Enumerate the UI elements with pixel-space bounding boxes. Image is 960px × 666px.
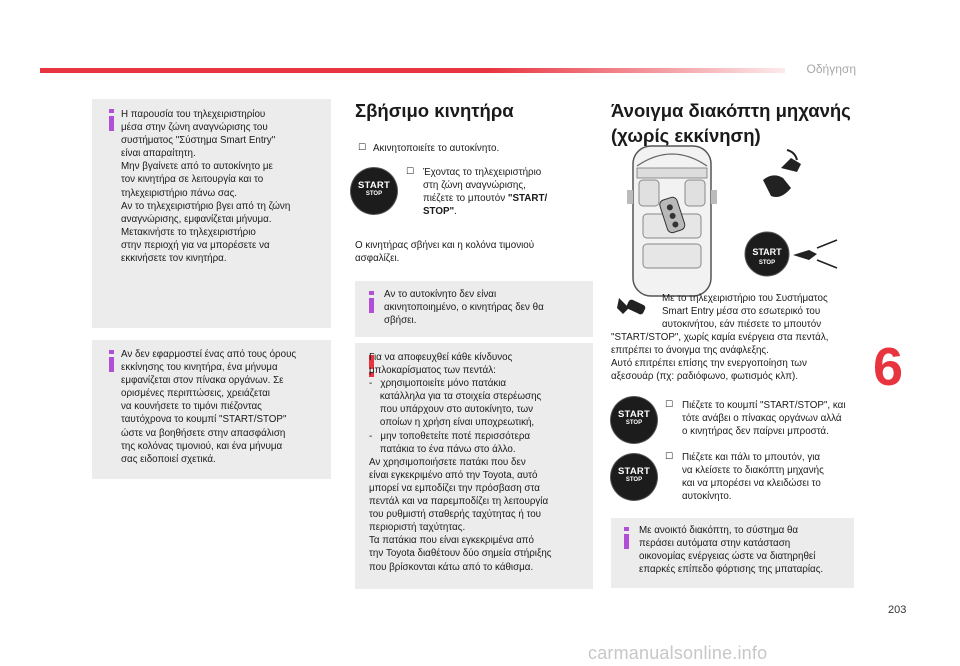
start-stop-label: "START/ STOP" xyxy=(423,193,548,218)
stop-label: STOP xyxy=(365,191,383,197)
info-box-remote-presence xyxy=(92,99,331,328)
checkbox-bullet-icon: ☐ xyxy=(358,142,367,152)
info-box-energy-saving xyxy=(611,518,854,588)
step-ignition-on: Πιέζετε το κουμπί "START/STOP", και τότε ανάβει ο πίνακας οργάνων αλλά ο κινητήρας δεν παίρνει μπροστά. xyxy=(682,400,846,438)
watermark: carmanualsonline.info xyxy=(588,643,768,663)
ignition-intro-b: "START/STOP", χωρίς καμία ενέργεια στα πεντάλ, επιτρέπει το άνοιγμα της ανάφλεξης. Αυτό επιτρέπει επίσης την ενεργοποίηση των αξεσουάρ (πχ: ραδιόφωνο, φωτισμός κλπ). xyxy=(611,332,829,383)
checkbox-bullet-icon: ☐ xyxy=(665,399,674,409)
step-ignition-off: Πιέζετε και πάλι το μπουτόν, για να κλείσετε το διακόπτη μηχανής και να μπορέσει να κλειδώσει το αυτοκίνητο. xyxy=(682,452,824,503)
checkbox-bullet-icon: ☐ xyxy=(665,451,674,461)
engine-stops-text: Ο κινητήρας σβήνει και η κολόνα τιμονιού ασφαλίζει. xyxy=(355,240,535,265)
step-press-start-stop xyxy=(423,166,593,218)
start-stop-button-image xyxy=(611,454,657,500)
chapter-number: 6 xyxy=(873,337,904,397)
heading-engine-stop: Σβήσιμο κινητήρα xyxy=(355,100,514,121)
svg-text:START: START xyxy=(752,247,782,257)
step-text: Έχοντας το τηλεχειριστήριο στη ζώνη αναγνώρισης, πιέζετε το μπουτόν xyxy=(423,167,542,205)
info-icon xyxy=(619,527,633,549)
stop-label: STOP xyxy=(625,420,643,426)
remote-key-icon xyxy=(615,292,649,320)
warning-text: Για να αποφευχθεί κάθε κίνδυνος μπλοκαρίσματος των πεντάλ: - χρησιμοποιείτε μόνο πατάκια κατάλληλα για τα στοιχεία στερέωσης που υπάρχουν στο αυτοκίνητο, των οποίων η χρήση είναι υποχρεωτική, - μην τοποθετείτε ποτέ περισσότερα πατάκια το ένα πάνω στο άλλο. Αν χρησιμοποιήσετε πατάκι που δεν είναι εγκεκριμένο από την Toyota, αυτό μπορεί να εμποδίζει την πρόσβαση στα πεντάλ και να παρεμποδίζει τη λειτουργία του ρυθμιστή σταθερής ταχύτητας ή του περιοριστή ταχύτητας. Τα πατάκια που είναι εγκεκριμένα από την Toyota διαθέτουν δύο σημεία στήριξης που βρίσκονται κάτω από το κάθισμα. xyxy=(369,352,552,573)
info-text: Αν το αυτοκίνητο δεν είναι ακινητοποιημένο, ο κινητήρας δεν θα σβήσει. xyxy=(384,289,544,327)
start-stop-button-image xyxy=(611,397,657,443)
step-stop-vehicle: Ακινητοποιείτε το αυτοκίνητο. xyxy=(373,143,500,154)
start-label: START xyxy=(618,409,650,420)
info-icon xyxy=(364,291,378,313)
info-box-vehicle-moving xyxy=(355,281,593,337)
checkbox-bullet-icon: ☐ xyxy=(406,166,415,176)
info-icon xyxy=(104,109,118,131)
warning-box-pedal-mats xyxy=(355,343,593,589)
heading-ignition-on: Άνοιγμα διακόπτη μηχανής (χωρίς εκκίνηση) xyxy=(611,100,851,146)
vehicle-top-view-illustration xyxy=(613,140,858,312)
stop-label: STOP xyxy=(625,477,643,483)
step-end: . xyxy=(454,206,457,218)
page-number: 203 xyxy=(888,604,907,616)
section-title: Οδήγηση xyxy=(806,62,856,76)
info-text: Με ανοικτό διακόπτη, το σύστημα θα περάσει αυτόματα στην κατάσταση οικονομίας ενέργειας ώστε να διατηρηθεί επαρκές επίπεδο φόρτισης της μπαταρίας. xyxy=(639,525,824,576)
start-label: START xyxy=(618,466,650,477)
start-label: START xyxy=(358,180,390,191)
info-text: Η παρουσία του τηλεχειριστηρίου μέσα στην ζώνη αναγνώρισης του συστήματος "Σύστημα Smart Entry" είναι απαραίτητη. Μην βγαίνετε από το αυτοκίνητο με τον κινητήρα σε λειτουργία και το τηλεχειριστήριο πάνω σας. Αν το τηλεχειριστήριο βγει από τη ζώνη αναγνώρισης, εμφανίζεται μήνυμα. Μετακινήστε το τηλεχειριστήριο στην περιοχή για να μπορέσετε να εκκινήσετε τον κινητήρα. xyxy=(121,109,291,265)
start-stop-button-image xyxy=(351,168,397,214)
info-icon xyxy=(104,350,118,372)
info-text: Αν δεν εφαρμοστεί ένας από τους όρους εκκίνησης του κινητήρα, ένα μήνυμα εμφανίζεται στον πίνακα οργάνων. Σε ορισμένες περιπτώσεις, χρειάζεται να κουνήσετε το τιμόνι πιέζοντας ταυτόχρονα το κουμπί "START/STOP" ώστε να βοηθήσετε στην απασφάλιση της κολόνας τιμονιού, και ένα μήνυμα σας ειδοποιεί σχετικά. xyxy=(121,349,297,465)
header-accent-bar xyxy=(40,68,785,73)
ignition-intro-a: Με το τηλεχειριστήριο του Συστήματος Smart Entry μέσα στο εσωτερικό του αυτοκινήτου, εάν πιέσετε το μπουτόν xyxy=(662,293,828,331)
info-box-start-conditions xyxy=(92,340,331,479)
svg-text:STOP: STOP xyxy=(758,260,776,266)
